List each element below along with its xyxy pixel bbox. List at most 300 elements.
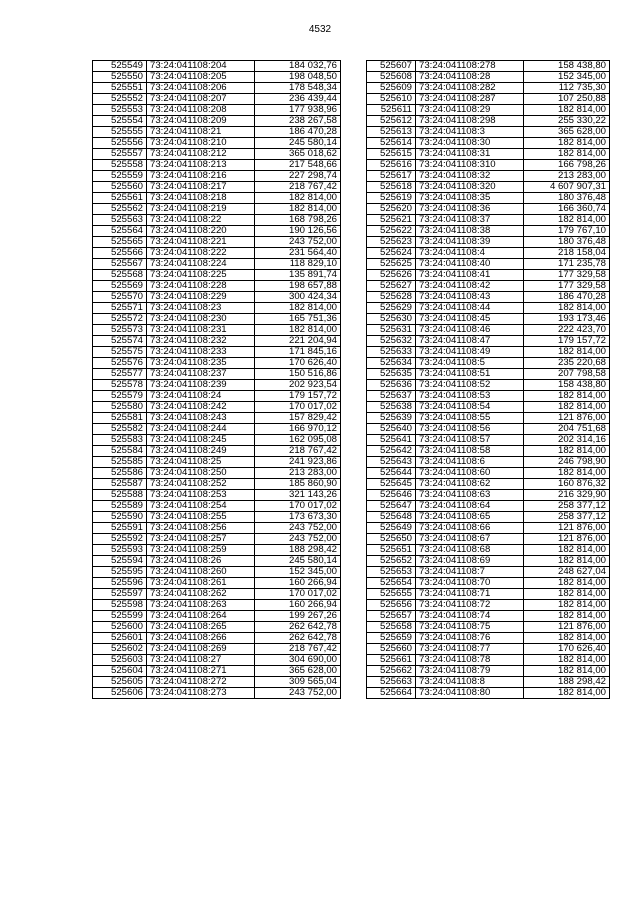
row-number-cell: 525626 (367, 270, 416, 281)
table-row (367, 380, 610, 391)
cadastral-number-cell: 73:24:041108:271 (147, 666, 255, 677)
value-cell: 121 876,00 (524, 413, 610, 424)
value-cell: 182 814,00 (524, 446, 610, 457)
table-row (367, 545, 610, 556)
table-row (93, 259, 341, 270)
cadastral-number-cell: 73:24:041108:75 (416, 622, 524, 633)
value-cell: 236 439,44 (255, 94, 341, 105)
cadastral-number-cell: 73:24:041108:263 (147, 600, 255, 611)
row-number-cell: 525636 (367, 380, 416, 391)
table-row (367, 457, 610, 468)
value-cell: 190 126,56 (255, 226, 341, 237)
table-row (367, 644, 610, 655)
table-row (367, 611, 610, 622)
table-row (367, 688, 610, 699)
table-row (93, 138, 341, 149)
cadastral-number-cell: 73:24:041108:26 (147, 556, 255, 567)
table-row (367, 259, 610, 270)
row-number-cell: 525557 (93, 149, 147, 160)
value-cell: 178 548,34 (255, 83, 341, 94)
row-number-cell: 525659 (367, 633, 416, 644)
value-cell: 213 283,00 (524, 171, 610, 182)
table-row (367, 325, 610, 336)
value-cell: 158 438,80 (524, 380, 610, 391)
table-row (367, 127, 610, 138)
table-row (367, 215, 610, 226)
value-cell: 182 814,00 (524, 556, 610, 567)
value-cell: 182 814,00 (524, 402, 610, 413)
value-cell: 300 424,34 (255, 292, 341, 303)
value-cell: 182 814,00 (524, 468, 610, 479)
value-cell: 198 048,50 (255, 72, 341, 83)
cadastral-number-cell: 73:24:041108:259 (147, 545, 255, 556)
row-number-cell: 525570 (93, 292, 147, 303)
value-cell: 202 314,16 (524, 435, 610, 446)
cadastral-number-cell: 73:24:041108:72 (416, 600, 524, 611)
row-number-cell: 525603 (93, 655, 147, 666)
value-cell: 217 548,66 (255, 160, 341, 171)
row-number-cell: 525579 (93, 391, 147, 402)
row-number-cell: 525605 (93, 677, 147, 688)
value-cell: 245 580,14 (255, 556, 341, 567)
cadastral-number-cell: 73:24:041108:29 (416, 105, 524, 116)
value-cell: 182 814,00 (524, 105, 610, 116)
cadastral-number-cell: 73:24:041108:239 (147, 380, 255, 391)
value-cell: 202 923,54 (255, 380, 341, 391)
table-row (367, 226, 610, 237)
row-number-cell: 525651 (367, 545, 416, 556)
cadastral-number-cell: 73:24:041108:24 (147, 391, 255, 402)
value-cell: 112 735,30 (524, 83, 610, 94)
cadastral-number-cell: 73:24:041108:55 (416, 413, 524, 424)
cadastral-number-cell: 73:24:041108:229 (147, 292, 255, 303)
row-number-cell: 525635 (367, 369, 416, 380)
value-cell: 173 673,30 (255, 512, 341, 523)
table-row (93, 281, 341, 292)
value-cell: 218 767,42 (255, 446, 341, 457)
table-row (367, 567, 610, 578)
table-row (367, 138, 610, 149)
row-number-cell: 525609 (367, 83, 416, 94)
cadastral-number-cell: 73:24:041108:32 (416, 171, 524, 182)
row-number-cell: 525567 (93, 259, 147, 270)
value-cell: 165 751,36 (255, 314, 341, 325)
value-cell: 179 157,72 (255, 391, 341, 402)
table-row (93, 171, 341, 182)
table-row (367, 534, 610, 545)
value-cell: 185 860,90 (255, 479, 341, 490)
value-cell: 182 814,00 (524, 589, 610, 600)
cadastral-number-cell: 73:24:041108:67 (416, 534, 524, 545)
value-cell: 262 642,78 (255, 633, 341, 644)
table-row (367, 578, 610, 589)
row-number-cell: 525592 (93, 534, 147, 545)
right-table-body (367, 61, 610, 699)
row-number-cell: 525599 (93, 611, 147, 622)
cadastral-number-cell: 73:24:041108:221 (147, 237, 255, 248)
value-cell: 166 360,74 (524, 204, 610, 215)
row-number-cell: 525566 (93, 248, 147, 259)
row-number-cell: 525577 (93, 369, 147, 380)
table-row (93, 237, 341, 248)
row-number-cell: 525565 (93, 237, 147, 248)
table-row (367, 105, 610, 116)
cadastral-number-cell: 73:24:041108:43 (416, 292, 524, 303)
table-row (93, 204, 341, 215)
row-number-cell: 525563 (93, 215, 147, 226)
row-number-cell: 525643 (367, 457, 416, 468)
table-row (93, 589, 341, 600)
row-number-cell: 525553 (93, 105, 147, 116)
value-cell: 182 814,00 (524, 688, 610, 699)
row-number-cell: 525655 (367, 589, 416, 600)
cadastral-number-cell: 73:24:041108:45 (416, 314, 524, 325)
value-cell: 243 752,00 (255, 688, 341, 699)
left-table-body (93, 61, 341, 699)
value-cell: 158 438,80 (524, 61, 610, 72)
value-cell: 207 798,58 (524, 369, 610, 380)
value-cell: 241 923,86 (255, 457, 341, 468)
table-row (367, 149, 610, 160)
cadastral-number-cell: 73:24:041108:272 (147, 677, 255, 688)
table-row (93, 270, 341, 281)
cadastral-number-cell: 73:24:041108:256 (147, 523, 255, 534)
table-row (93, 61, 341, 72)
cadastral-number-cell: 73:24:041108:269 (147, 644, 255, 655)
cadastral-number-cell: 73:24:041108:245 (147, 435, 255, 446)
row-number-cell: 525637 (367, 391, 416, 402)
table-row (367, 160, 610, 171)
value-cell: 182 814,00 (524, 655, 610, 666)
cadastral-number-cell: 73:24:041108:8 (416, 677, 524, 688)
row-number-cell: 525580 (93, 402, 147, 413)
value-cell: 218 158,04 (524, 248, 610, 259)
cadastral-number-cell: 73:24:041108:228 (147, 281, 255, 292)
value-cell: 170 017,02 (255, 589, 341, 600)
row-number-cell: 525594 (93, 556, 147, 567)
left-register-table (92, 60, 341, 699)
table-row (93, 446, 341, 457)
value-cell: 182 814,00 (524, 545, 610, 556)
table-row (93, 336, 341, 347)
cadastral-number-cell: 73:24:041108:252 (147, 479, 255, 490)
value-cell: 365 018,62 (255, 149, 341, 160)
table-row (367, 237, 610, 248)
value-cell: 182 814,00 (524, 138, 610, 149)
value-cell: 231 564,40 (255, 248, 341, 259)
table-row (367, 193, 610, 204)
value-cell: 304 690,00 (255, 655, 341, 666)
cadastral-number-cell: 73:24:041108:69 (416, 556, 524, 567)
row-number-cell: 525568 (93, 270, 147, 281)
cadastral-number-cell: 73:24:041108:231 (147, 325, 255, 336)
value-cell: 166 798,26 (524, 160, 610, 171)
cadastral-number-cell: 73:24:041108:78 (416, 655, 524, 666)
cadastral-number-cell: 73:24:041108:66 (416, 523, 524, 534)
table-row (93, 611, 341, 622)
row-number-cell: 525645 (367, 479, 416, 490)
value-cell: 160 876,32 (524, 479, 610, 490)
cadastral-number-cell: 73:24:041108:39 (416, 237, 524, 248)
cadastral-number-cell: 73:24:041108:278 (416, 61, 524, 72)
table-row (93, 468, 341, 479)
value-cell: 182 814,00 (524, 666, 610, 677)
row-number-cell: 525663 (367, 677, 416, 688)
row-number-cell: 525598 (93, 600, 147, 611)
row-number-cell: 525559 (93, 171, 147, 182)
value-cell: 180 376,48 (524, 193, 610, 204)
cadastral-number-cell: 73:24:041108:244 (147, 424, 255, 435)
value-cell: 198 657,88 (255, 281, 341, 292)
table-row (367, 171, 610, 182)
row-number-cell: 525581 (93, 413, 147, 424)
table-row (367, 281, 610, 292)
value-cell: 182 814,00 (524, 611, 610, 622)
value-cell: 182 814,00 (255, 204, 341, 215)
row-number-cell: 525661 (367, 655, 416, 666)
row-number-cell: 525555 (93, 127, 147, 138)
table-row (367, 369, 610, 380)
row-number-cell: 525649 (367, 523, 416, 534)
table-row (93, 600, 341, 611)
row-number-cell: 525575 (93, 347, 147, 358)
value-cell: 177 938,96 (255, 105, 341, 116)
cadastral-number-cell: 73:24:041108:42 (416, 281, 524, 292)
row-number-cell: 525608 (367, 72, 416, 83)
cadastral-number-cell: 73:24:041108:57 (416, 435, 524, 446)
cadastral-number-cell: 73:24:041108:31 (416, 149, 524, 160)
table-row (367, 204, 610, 215)
value-cell: 182 814,00 (524, 600, 610, 611)
row-number-cell: 525583 (93, 435, 147, 446)
cadastral-number-cell: 73:24:041108:41 (416, 270, 524, 281)
row-number-cell: 525622 (367, 226, 416, 237)
table-row (93, 369, 341, 380)
row-number-cell: 525632 (367, 336, 416, 347)
value-cell: 160 266,94 (255, 600, 341, 611)
row-number-cell: 525596 (93, 578, 147, 589)
table-row (93, 457, 341, 468)
cadastral-number-cell: 73:24:041108:70 (416, 578, 524, 589)
value-cell: 222 423,70 (524, 325, 610, 336)
row-number-cell: 525571 (93, 303, 147, 314)
row-number-cell: 525656 (367, 600, 416, 611)
row-number-cell: 525574 (93, 336, 147, 347)
row-number-cell: 525652 (367, 556, 416, 567)
table-row (93, 127, 341, 138)
value-cell: 121 876,00 (524, 523, 610, 534)
table-row (367, 666, 610, 677)
cadastral-number-cell: 73:24:041108:225 (147, 270, 255, 281)
value-cell: 199 267,26 (255, 611, 341, 622)
cadastral-number-cell: 73:24:041108:25 (147, 457, 255, 468)
row-number-cell: 525576 (93, 358, 147, 369)
table-row (367, 446, 610, 457)
cadastral-number-cell: 73:24:041108:265 (147, 622, 255, 633)
cadastral-number-cell: 73:24:041108:208 (147, 105, 255, 116)
row-number-cell: 525610 (367, 94, 416, 105)
row-number-cell: 525641 (367, 435, 416, 446)
value-cell: 182 814,00 (255, 303, 341, 314)
cadastral-number-cell: 73:24:041108:204 (147, 61, 255, 72)
row-number-cell: 525595 (93, 567, 147, 578)
table-row (367, 116, 610, 127)
table-row (93, 655, 341, 666)
value-cell: 258 377,12 (524, 501, 610, 512)
value-cell: 118 829,10 (255, 259, 341, 270)
cadastral-number-cell: 73:24:041108:54 (416, 402, 524, 413)
row-number-cell: 525646 (367, 490, 416, 501)
value-cell: 309 565,04 (255, 677, 341, 688)
cadastral-number-cell: 73:24:041108:254 (147, 501, 255, 512)
row-number-cell: 525623 (367, 237, 416, 248)
table-row (367, 556, 610, 567)
row-number-cell: 525625 (367, 259, 416, 270)
cadastral-number-cell: 73:24:041108:273 (147, 688, 255, 699)
value-cell: 184 032,76 (255, 61, 341, 72)
cadastral-number-cell: 73:24:041108:255 (147, 512, 255, 523)
table-row (93, 380, 341, 391)
row-number-cell: 525633 (367, 347, 416, 358)
table-row (367, 303, 610, 314)
row-number-cell: 525561 (93, 193, 147, 204)
cadastral-number-cell: 73:24:041108:63 (416, 490, 524, 501)
cadastral-number-cell: 73:24:041108:243 (147, 413, 255, 424)
row-number-cell: 525593 (93, 545, 147, 556)
value-cell: 182 814,00 (524, 347, 610, 358)
table-row (367, 61, 610, 72)
table-row (367, 292, 610, 303)
table-row (367, 314, 610, 325)
cadastral-number-cell: 73:24:041108:53 (416, 391, 524, 402)
table-row (93, 644, 341, 655)
cadastral-number-cell: 73:24:041108:209 (147, 116, 255, 127)
table-row (367, 270, 610, 281)
cadastral-number-cell: 73:24:041108:62 (416, 479, 524, 490)
table-row (367, 479, 610, 490)
row-number-cell: 525564 (93, 226, 147, 237)
value-cell: 162 095,08 (255, 435, 341, 446)
row-number-cell: 525619 (367, 193, 416, 204)
table-row (367, 655, 610, 666)
row-number-cell: 525664 (367, 688, 416, 699)
row-number-cell: 525572 (93, 314, 147, 325)
table-row (93, 556, 341, 567)
table-row (367, 402, 610, 413)
table-row (367, 72, 610, 83)
table-row (93, 413, 341, 424)
table-row (93, 116, 341, 127)
row-number-cell: 525591 (93, 523, 147, 534)
cadastral-number-cell: 73:24:041108:260 (147, 567, 255, 578)
cadastral-number-cell: 73:24:041108:52 (416, 380, 524, 391)
cadastral-number-cell: 73:24:041108:68 (416, 545, 524, 556)
cadastral-number-cell: 73:24:041108:217 (147, 182, 255, 193)
cadastral-number-cell: 73:24:041108:64 (416, 501, 524, 512)
value-cell: 248 627,04 (524, 567, 610, 578)
table-row (367, 622, 610, 633)
row-number-cell: 525558 (93, 160, 147, 171)
table-row (93, 633, 341, 644)
table-row (367, 600, 610, 611)
value-cell: 121 876,00 (524, 534, 610, 545)
row-number-cell: 525644 (367, 468, 416, 479)
table-row (93, 567, 341, 578)
value-cell: 245 580,14 (255, 138, 341, 149)
table-row (93, 303, 341, 314)
cadastral-number-cell: 73:24:041108:4 (416, 248, 524, 259)
value-cell: 182 814,00 (524, 215, 610, 226)
cadastral-number-cell: 73:24:041108:257 (147, 534, 255, 545)
cadastral-number-cell: 73:24:041108:298 (416, 116, 524, 127)
value-cell: 204 751,68 (524, 424, 610, 435)
table-row (93, 402, 341, 413)
cadastral-number-cell: 73:24:041108:35 (416, 193, 524, 204)
cadastral-number-cell: 73:24:041108:320 (416, 182, 524, 193)
value-cell: 186 470,28 (255, 127, 341, 138)
cadastral-number-cell: 73:24:041108:46 (416, 325, 524, 336)
value-cell: 188 298,42 (524, 677, 610, 688)
value-cell: 135 891,74 (255, 270, 341, 281)
cadastral-number-cell: 73:24:041108:232 (147, 336, 255, 347)
row-number-cell: 525586 (93, 468, 147, 479)
value-cell: 235 220,68 (524, 358, 610, 369)
table-row (93, 292, 341, 303)
row-number-cell: 525631 (367, 325, 416, 336)
table-row (367, 490, 610, 501)
row-number-cell: 525578 (93, 380, 147, 391)
value-cell: 255 330,22 (524, 116, 610, 127)
row-number-cell: 525628 (367, 292, 416, 303)
table-row (367, 501, 610, 512)
cadastral-number-cell: 73:24:041108:30 (416, 138, 524, 149)
value-cell: 150 516,86 (255, 369, 341, 380)
row-number-cell: 525617 (367, 171, 416, 182)
row-number-cell: 525601 (93, 633, 147, 644)
table-row (367, 523, 610, 534)
cadastral-number-cell: 73:24:041108:310 (416, 160, 524, 171)
value-cell: 182 814,00 (255, 193, 341, 204)
row-number-cell: 525654 (367, 578, 416, 589)
row-number-cell: 525602 (93, 644, 147, 655)
cadastral-number-cell: 73:24:041108:23 (147, 303, 255, 314)
table-row (367, 435, 610, 446)
table-row (93, 501, 341, 512)
cadastral-number-cell: 73:24:041108:249 (147, 446, 255, 457)
cadastral-number-cell: 73:24:041108:71 (416, 589, 524, 600)
table-row (93, 358, 341, 369)
table-row (93, 347, 341, 358)
value-cell: 243 752,00 (255, 237, 341, 248)
row-number-cell: 525657 (367, 611, 416, 622)
row-number-cell: 525648 (367, 512, 416, 523)
value-cell: 213 283,00 (255, 468, 341, 479)
row-number-cell: 525552 (93, 94, 147, 105)
value-cell: 188 298,42 (255, 545, 341, 556)
cadastral-number-cell: 73:24:041108:27 (147, 655, 255, 666)
cadastral-number-cell: 73:24:041108:65 (416, 512, 524, 523)
table-row (367, 677, 610, 688)
row-number-cell: 525556 (93, 138, 147, 149)
table-row (93, 523, 341, 534)
cadastral-number-cell: 73:24:041108:235 (147, 358, 255, 369)
table-row (93, 182, 341, 193)
table-row (367, 336, 610, 347)
row-number-cell: 525629 (367, 303, 416, 314)
cadastral-number-cell: 73:24:041108:5 (416, 358, 524, 369)
right-register-table (366, 60, 610, 699)
table-row (93, 545, 341, 556)
